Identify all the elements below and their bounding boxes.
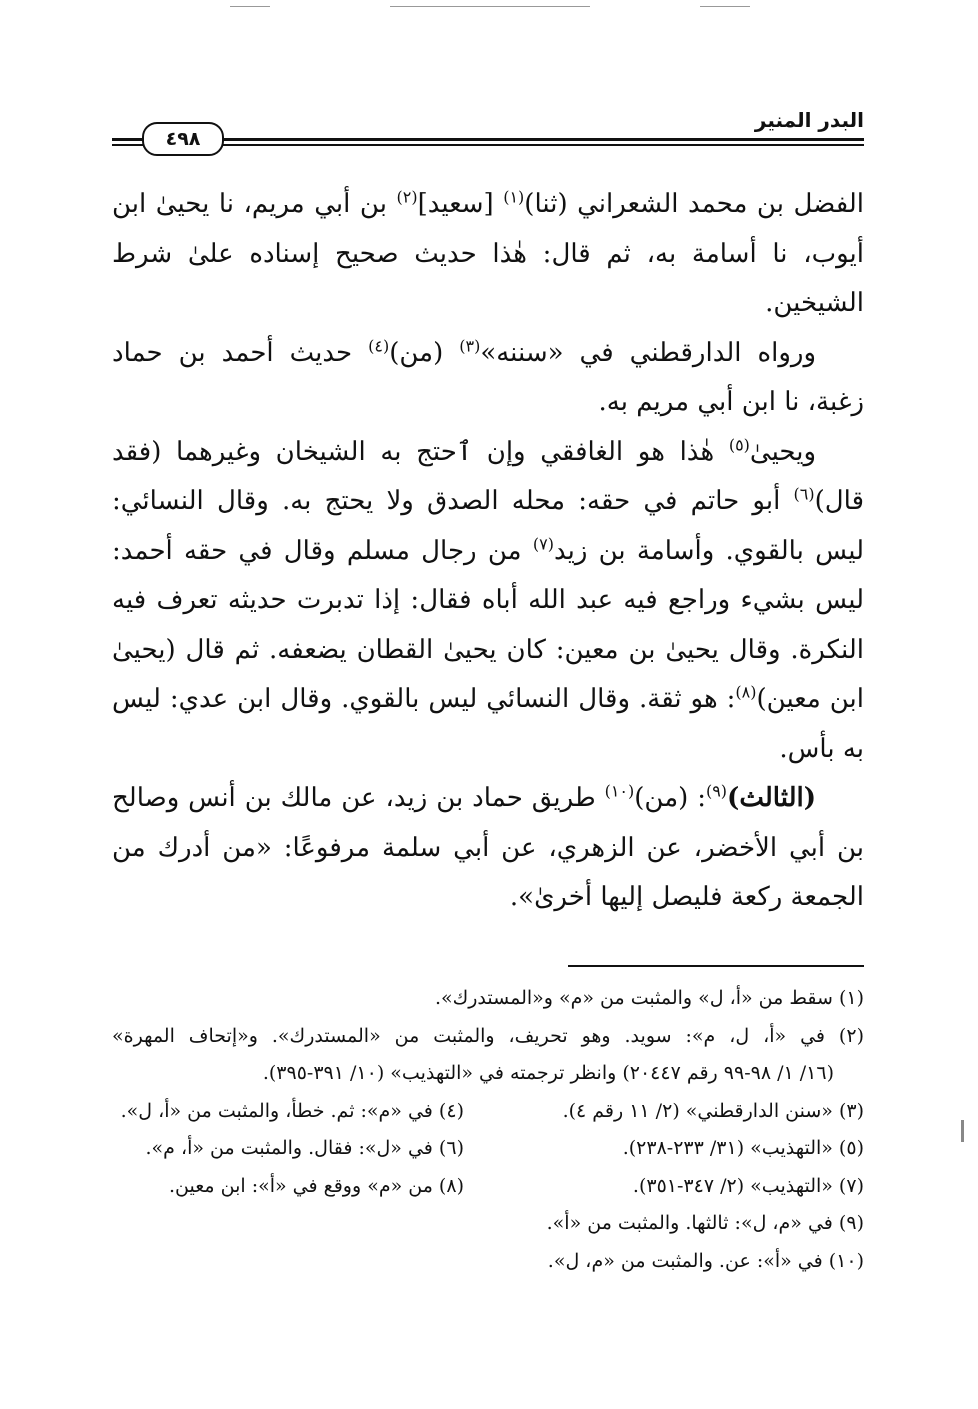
text-run: هٰذا هو الغافقي وإن ٱحتج به الشيخان وغيرهما (فقد قال) (112, 436, 864, 516)
top-edge-marks (230, 4, 750, 10)
text-run: الفضل بن محمد الشعراني (ثنا) (524, 189, 864, 219)
footnote-6: (٦) في «ل»: فقال. والمثبت من «أ، م». (145, 1137, 464, 1159)
footnote-ref: (١) (503, 187, 525, 207)
footnote-separator (568, 965, 864, 967)
text-run: طريق حماد بن زيد، عن مالك بن أنس وصالح بن أبي الأخضر، عن الزهري، عن أبي سلمة مرفوعًا: «من أدرك من الجمعة ركعة فليصل إليها أخرىٰ». (112, 783, 864, 912)
paragraph-2 (112, 329, 864, 428)
footnote-9: (٩) في «م، ل»: ثالثها. والمثبت من «أ». (546, 1212, 864, 1234)
footnote-ref: (٩) (705, 781, 728, 801)
footnote-10: (١٠) في «أ»: عن. والمثبت من «م، ل». (547, 1249, 864, 1272)
footnote-4: (٤) في «م»: ثم. خطأ، والمثبت من «أ، ل». (120, 1099, 464, 1122)
text-run: : (من) (634, 783, 706, 813)
running-header (112, 108, 864, 154)
paragraph-4 (112, 774, 864, 923)
footnote-ref: (٣) (459, 335, 481, 355)
header-rule (112, 138, 864, 148)
book-title: البدر المنير (754, 108, 864, 132)
footnote-2-continued: (١٦/ ١/ ٩٨-٩٩ رقم ٢٠٤٤٧) وانظر ترجمته في «التهذيب» (١٠/ ٣٩١-٣٩٥). (262, 1062, 834, 1084)
footnote-8: (٨) من «م» ووقع في «أ»: ابن معين. (169, 1174, 464, 1197)
footnote-ref: (٥) (728, 434, 750, 454)
footnote-row (112, 1093, 864, 1131)
text-run: [سعيد] (417, 189, 504, 219)
text-run: بن أبي مريم، نا يحيىٰ ابن أيوب، نا أسامة به، ثم قال: هٰذا حديث صحيح إسناده علىٰ شرط الشيخين. (112, 189, 864, 318)
paragraph-3 (112, 428, 864, 775)
footnote-row (112, 1168, 864, 1206)
footnote-ref: (١٠) (604, 781, 635, 801)
footnote-5: (٥) «التهذيب» (٣١/ ٢٣٣-٢٣٨). (622, 1137, 864, 1159)
footnote-row (112, 1130, 864, 1168)
footnotes (112, 980, 864, 1280)
footnote-ref: (٢) (396, 187, 418, 207)
footnote-3: (٣) «سنن الدارقطني» (٢/ ١١ رقم ٤). (562, 1099, 864, 1122)
footnote-ref: (٤) (368, 335, 390, 355)
text-run: من رجال مسلم وقال في حقه أحمد: ليس بشيء وراجع فيه عبد الله أباه فقال: إذا تدبرت حديثه تعرف فيه النكرة. وقال يحيىٰ بن معين: كان يحيىٰ القطان يضعفه. ثم قال (يحيىٰ ابن معين) (112, 535, 864, 714)
scan-edge-mark (961, 1120, 964, 1142)
section-label: (الثالث) (727, 783, 817, 813)
text-run: : هو ثقة. وقال النسائي ليس بالقوي. وقال ابن عدي: ليس به بأس. (112, 684, 864, 764)
text-run: حديث أحمد بن حماد زغبة، نا ابن أبي مريم به. (112, 337, 864, 417)
footnote-ref: (٧) (532, 533, 554, 553)
text-run: ورواه الدارقطني في «سننه» (480, 337, 817, 368)
footnote-ref: (٦) (793, 484, 815, 504)
paragraph-1 (112, 180, 864, 329)
footnote-ref: (٨) (735, 682, 757, 702)
page-number: ٤٩٨ (142, 122, 224, 156)
text-run: أبو حاتم في حقه: محله الصدق ولا يحتج به. وقال النسائي: ليس بالقوي. وأسامة بن زيد (112, 486, 865, 566)
text-run: ويحيىٰ (749, 436, 816, 467)
footnote-7: (٧) «التهذيب» (٢/ ٣٤٧-٣٥١). (632, 1174, 864, 1197)
footnote-2: (٢) في «أ، ل، م»: سويد. وهو تحريف، والمثبت من «المستدرك». و«إتحاف المهرة» (112, 1024, 864, 1047)
footnote-1: (١) سقط من «أ، ل» والمثبت من «م» و«المستدرك». (434, 987, 864, 1009)
main-text (112, 180, 864, 923)
text-run: (من) (389, 337, 460, 368)
